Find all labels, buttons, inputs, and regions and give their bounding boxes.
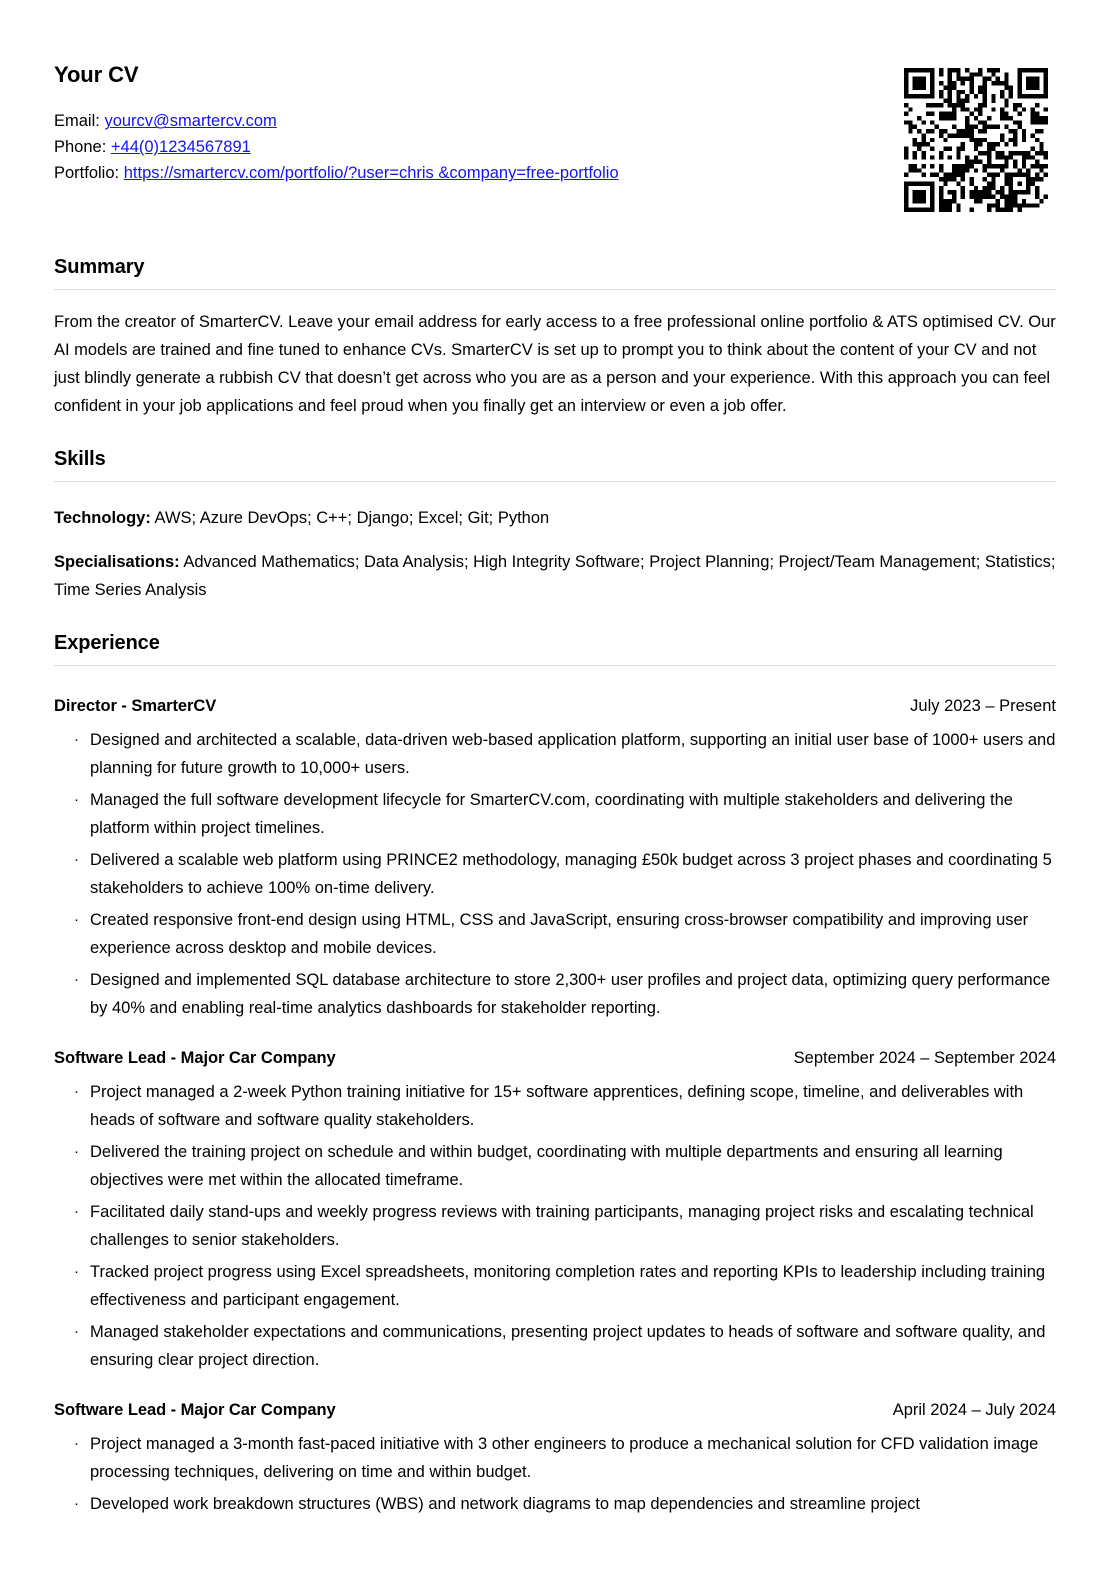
portfolio-label: Portfolio: — [54, 164, 120, 183]
job-bullet-text: Facilitated daily stand-ups and weekly progress reviews with training participants, managing project risks and escalating technical challenges to senior stakeholders. — [90, 1203, 1034, 1249]
section-experience — [54, 632, 1056, 1518]
job-bullet-text: Tracked project progress using Excel spreadsheets, monitoring completion rates and reporting KPIs to leadership including training effectiveness and participant engagement. — [90, 1263, 1046, 1309]
experience-entry — [54, 1046, 1056, 1374]
job-dates: April 2024 – July 2024 — [892, 1401, 1056, 1419]
job-bullet-text: Designed and architected a scalable, data-driven web-based application platform, supporting an initial user base of 1000+ users and planning for future growth to 10,000+ users. — [90, 731, 1056, 777]
job-bullet-text: Developed work breakdown structures (WBS) and network diagrams to map dependencies and streamline project — [90, 1495, 920, 1513]
skill-value-specialisations: Advanced Mathematics; Data Analysis; High Integrity Software; Project Planning; Project/Team Management; Statistics; Time Series Analysis — [54, 553, 1056, 599]
bullet-icon: · — [74, 1323, 79, 1340]
qr-code-svg — [904, 68, 1048, 212]
summary-heading: Summary — [54, 256, 1056, 290]
bullet-icon: · — [74, 911, 79, 928]
experience-heading: Experience — [54, 632, 1056, 666]
job-bullet-text: Delivered a scalable web platform using PRINCE2 methodology, managing £50k budget across 3 project phases and coordinating 5 stakeholders to achieve 100% on-time delivery. — [90, 851, 1052, 897]
bullet-icon: · — [74, 1495, 79, 1512]
skills-heading: Skills — [54, 448, 1056, 482]
skill-value-technology: AWS; Azure DevOps; C++; Django; Excel; Git; Python — [154, 509, 550, 527]
job-bullet-text: Created responsive front-end design using HTML, CSS and JavaScript, ensuring cross-browser compatibility and improving user experience across desktop and mobile devices. — [90, 911, 1029, 957]
experience-entry — [54, 694, 1056, 1022]
job-bullet — [54, 966, 1056, 1022]
bullet-icon: · — [74, 1203, 79, 1220]
job-bullet — [54, 726, 1056, 782]
job-bullet-list — [54, 1078, 1056, 1374]
bullet-icon: · — [74, 1143, 79, 1160]
skill-row-technology — [54, 504, 1056, 532]
job-bullet-text: Managed stakeholder expectations and communications, presenting project updates to heads of software and software quality, and ensuring clear project direction. — [90, 1323, 1046, 1369]
job-bullet — [54, 1198, 1056, 1254]
job-bullet — [54, 1078, 1056, 1134]
cv-header — [54, 0, 1056, 222]
phone-link[interactable]: +44(0)1234567891 — [110, 138, 251, 157]
section-summary — [54, 256, 1056, 420]
job-bullet-text: Project managed a 3-month fast-paced initiative with 3 other engineers to produce a mechanical solution for CFD validation image processing techniques, delivering on time and within budget. — [90, 1435, 1039, 1481]
experience-entry — [54, 1398, 1056, 1518]
job-bullet — [54, 1138, 1056, 1194]
bullet-icon: · — [74, 971, 79, 988]
job-bullet — [54, 1258, 1056, 1314]
spacer — [54, 1026, 1056, 1046]
job-bullet-text: Delivered the training project on schedule and within budget, coordinating with multiple departments and ensuring all learning objectives were met within the allocated timeframe. — [90, 1143, 1003, 1189]
job-bullet — [54, 1318, 1056, 1374]
job-bullet — [54, 1490, 1056, 1518]
job-bullet-list — [54, 726, 1056, 1022]
job-bullet-text: Managed the full software development lifecycle for SmarterCV.com, coordinating with multiple stakeholders and delivering the platform within project timelines. — [90, 791, 1013, 837]
bullet-icon: · — [74, 791, 79, 808]
job-title: Director - SmarterCV — [54, 697, 217, 715]
phone-label: Phone: — [54, 138, 107, 157]
job-bullet-text: Project managed a 2-week Python training initiative for 15+ software apprentices, defining scope, timeline, and deliverables with heads of software and software quality stakeholders. — [90, 1083, 1024, 1129]
bullet-icon: · — [74, 1435, 79, 1452]
experience-entry-header — [54, 1398, 1056, 1422]
skill-row-specialisations — [54, 548, 1056, 604]
qr-code-icon[interactable] — [904, 68, 1048, 212]
bullet-icon: · — [74, 1263, 79, 1280]
bullet-icon: · — [74, 731, 79, 748]
job-title: Software Lead - Major Car Company — [54, 1049, 336, 1067]
job-dates: September 2024 – September 2024 — [793, 1049, 1056, 1067]
portfolio-link[interactable]: https://smartercv.com/portfolio/?user=chris &company=free-portfolio — [123, 164, 619, 183]
experience-entry-header — [54, 1046, 1056, 1070]
bullet-icon: · — [74, 851, 79, 868]
email-link[interactable]: yourcv@smartercv.com — [104, 112, 277, 131]
skill-label-technology: Technology: — [54, 509, 151, 527]
summary-body — [54, 290, 1056, 420]
job-bullet — [54, 1430, 1056, 1486]
job-bullet — [54, 846, 1056, 902]
job-bullet-text: Designed and implemented SQL database architecture to store 2,300+ user profiles and project data, optimizing query performance by 40% and enabling real-time analytics dashboards for stakeholder reporting. — [90, 971, 1051, 1017]
spacer — [54, 1378, 1056, 1398]
page-title: Your CV — [54, 62, 139, 87]
job-title: Software Lead - Major Car Company — [54, 1401, 336, 1419]
experience-body — [54, 666, 1056, 1518]
email-label: Email: — [54, 112, 100, 131]
bullet-icon: · — [74, 1083, 79, 1100]
skills-body — [54, 482, 1056, 604]
job-bullet — [54, 906, 1056, 962]
experience-entry-header — [54, 694, 1056, 718]
job-bullet-list — [54, 1430, 1056, 1518]
job-bullet — [54, 786, 1056, 842]
summary-text: From the creator of SmarterCV. Leave your email address for early access to a free professional online portfolio & ATS optimised CV. Our AI models are trained and fine tuned to enhance CVs. SmarterCV is set up to prompt you to think about the content of your CV and not just blindly generate a rubbish CV that doesn’t get across who you are as a person and your experience. With this approach you can feel confident in your job applications and feel proud when you finally get an interview or even a job offer. — [54, 313, 1056, 415]
experience-job-list — [54, 694, 1056, 1518]
job-dates: July 2023 – Present — [910, 697, 1056, 715]
skill-label-specialisations: Specialisations: — [54, 553, 180, 571]
section-skills — [54, 448, 1056, 604]
